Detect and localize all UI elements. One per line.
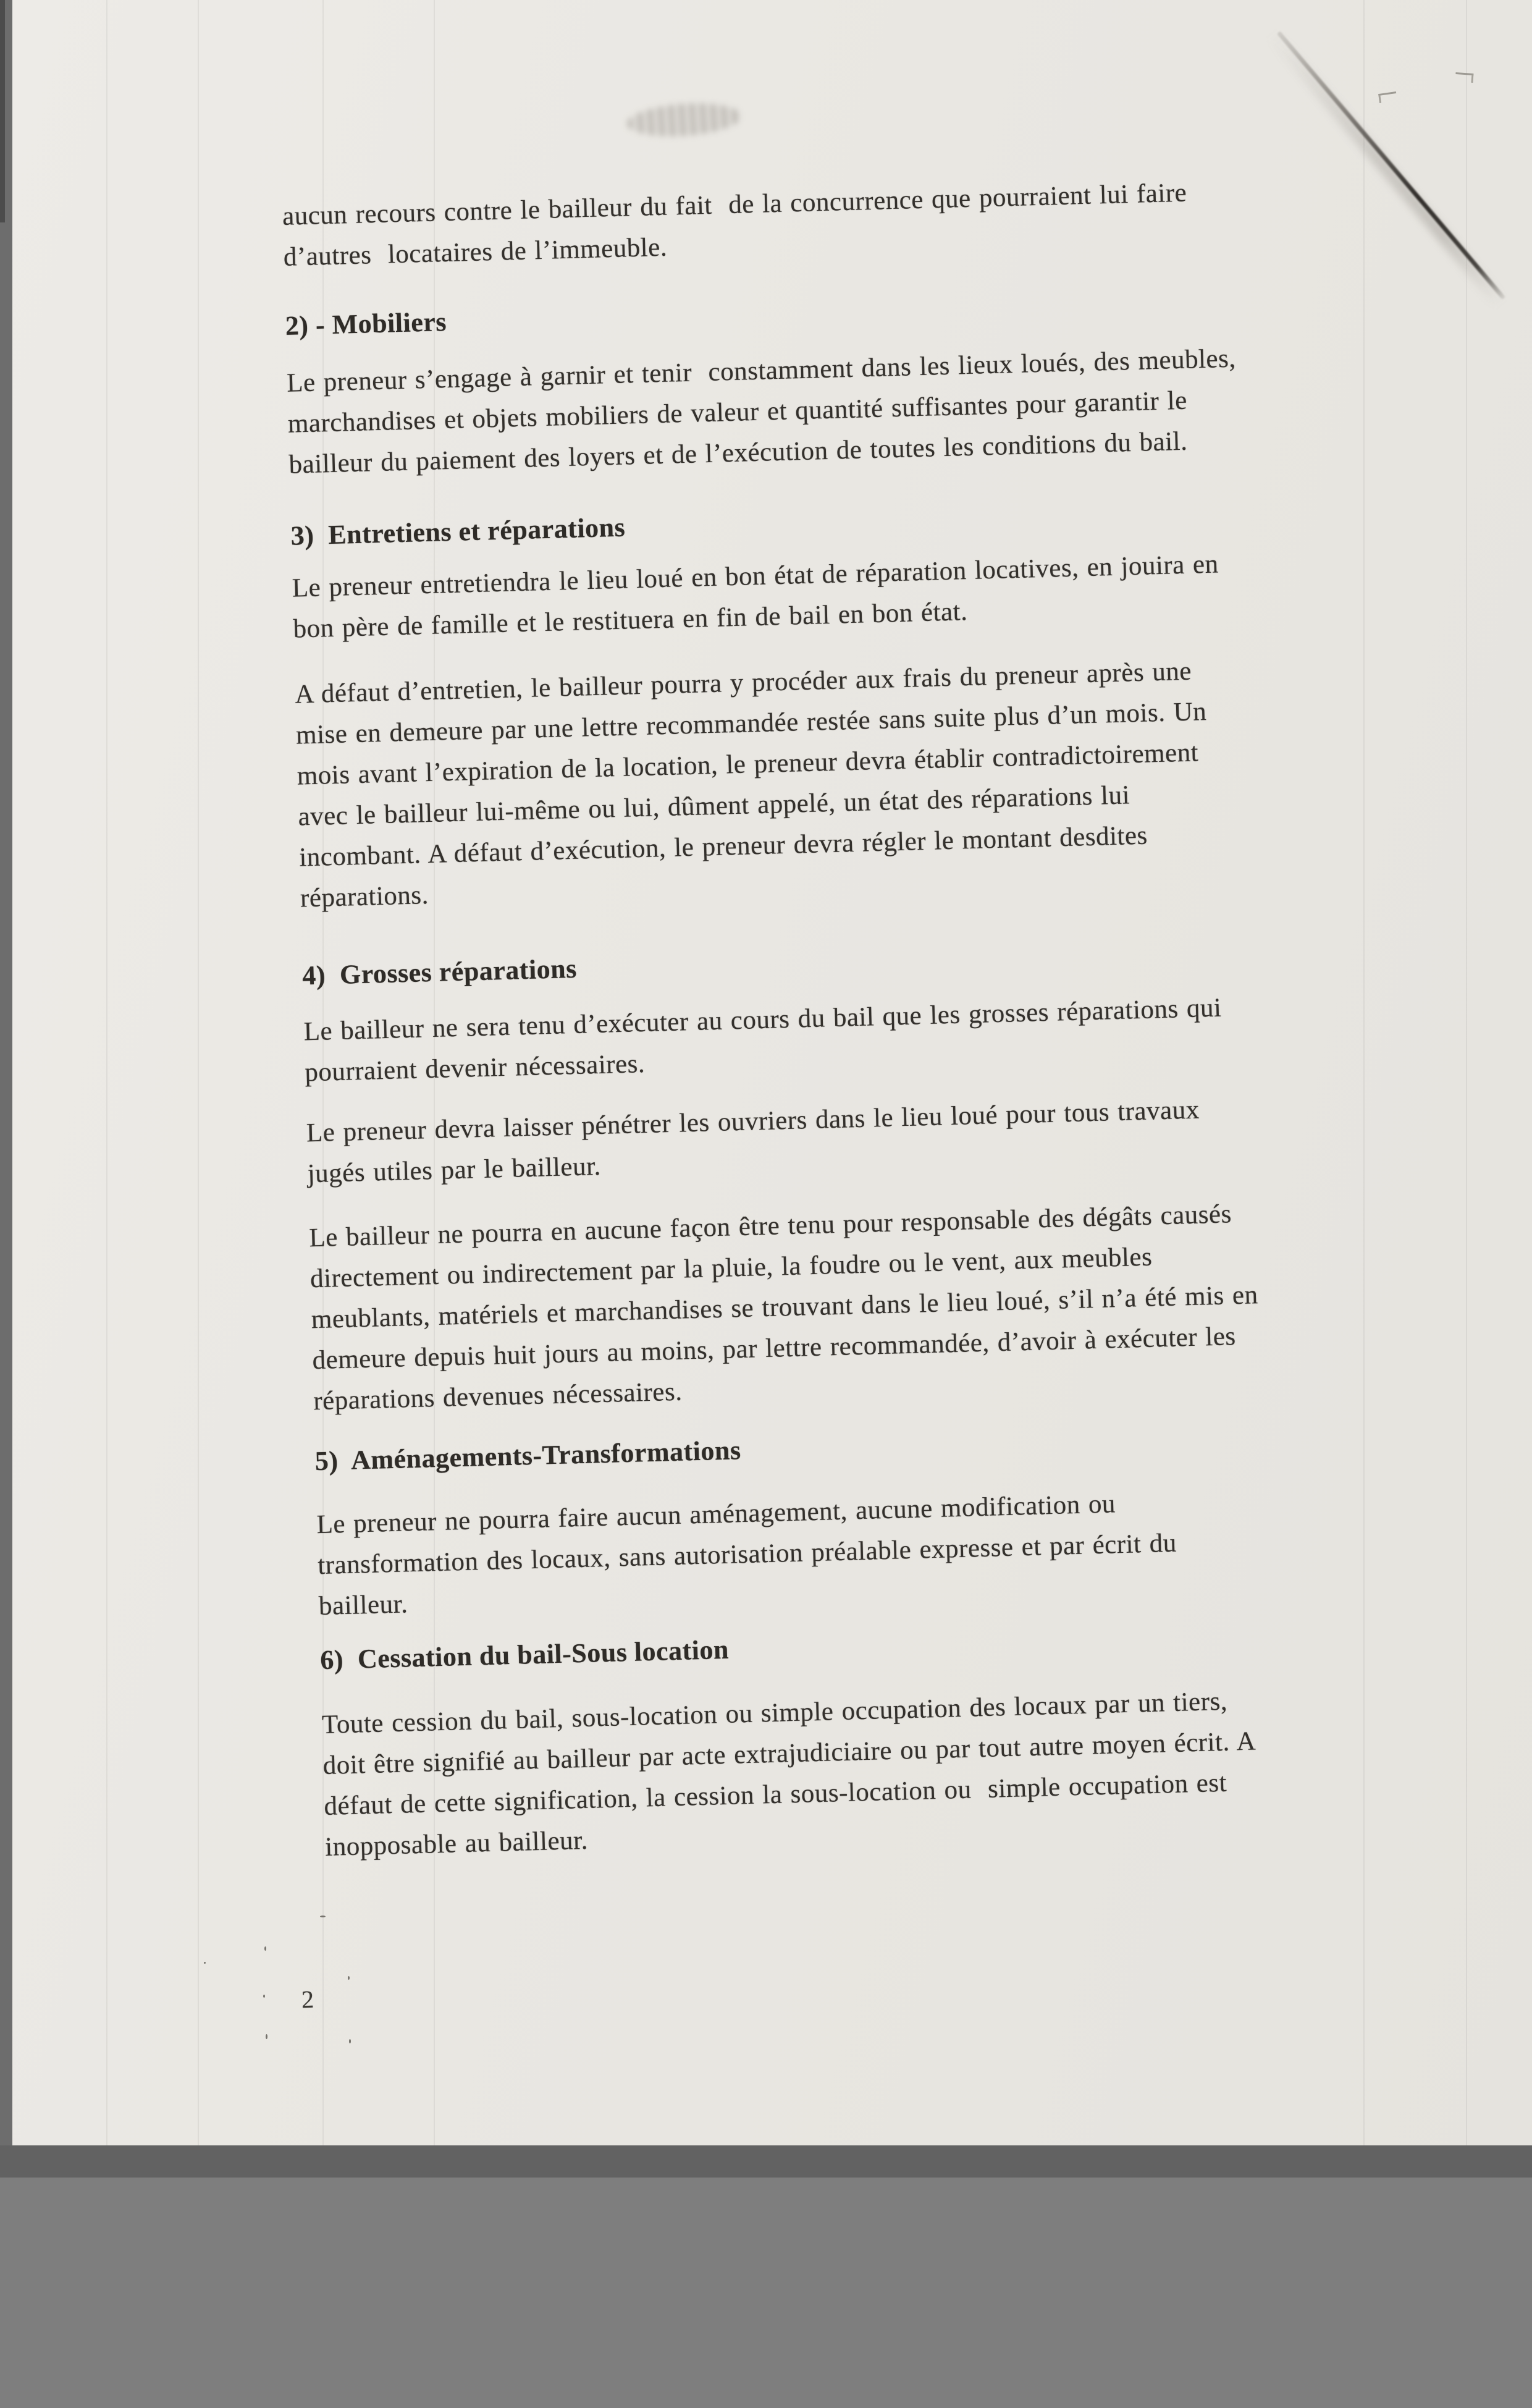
section-6-heading: 6) Cessation du bail-Sous location [319, 1634, 730, 1676]
text-line: bailleur du paiement des loyers et de l’exécution de toutes les conditions du bail. [288, 426, 1188, 479]
text-line: Le preneur devra laisser pénétrer les ouvriers dans le lieu loué pour tous travaux [306, 1095, 1200, 1148]
scanner-edge-shadow [0, 0, 5, 222]
text-line: doit être signifié au bailleur par acte extrajudiciaire ou par tout autre moyen écrit. A [322, 1726, 1256, 1781]
text-line: incombant. A défaut d’exécution, le preneur devra régler le montant desdites [298, 821, 1148, 872]
text-line: Le bailleur ne pourra en aucune façon être tenu pour responsable des dégâts causés [308, 1199, 1232, 1253]
text-line: réparations devenues nécessaires. [313, 1377, 683, 1416]
text-line: bailleur. [318, 1589, 408, 1621]
speckle [349, 2039, 351, 2043]
paper-fold-line [106, 0, 107, 2145]
text-line: pourraient devenir nécessaires. [304, 1049, 646, 1088]
speckle [264, 1946, 266, 1951]
speckle [320, 1916, 326, 1917]
section-4-heading: 4) Grosses réparations [301, 953, 578, 991]
text-line: meublants, matériels et marchandises se trouvant dans le lieu loué, s’il n’a été mis en [311, 1280, 1259, 1335]
text-line: jugés utiles par le bailleur. [307, 1151, 602, 1189]
section-5-paragraph [316, 1482, 1179, 1627]
section-2-paragraph [286, 339, 1238, 486]
text-line: marchandises et objets mobiliers de valeur et quantité suffisantes pour garantir le [287, 386, 1188, 439]
text-line: aucun recours contre le bailleur du fait de la concurrence que pourraient lui faire [282, 178, 1187, 231]
section-3-paragraph-1 [292, 544, 1220, 649]
clause-1-continuation [282, 173, 1188, 278]
speckle [266, 2034, 267, 2039]
text-line: transformation des locaux, sans autorisation préalable expresse et par écrit du [317, 1528, 1177, 1581]
page-number: 2 [301, 1985, 314, 2014]
staple-mark [1455, 72, 1474, 83]
section-3-paragraph-2 [295, 651, 1211, 919]
paper-fold-line [198, 0, 199, 2145]
speckle [263, 1995, 265, 1998]
text-line: avec le bailleur lui-même ou lui, dûment appelé, un état des réparations lui [298, 780, 1130, 832]
section-2-heading: 2) - Mobiliers [285, 306, 447, 341]
text-line: mois avant l’expiration de la location, le preneur devra établir contradictoirement [297, 738, 1199, 791]
text-line: Le preneur ne pourra faire aucun aménagement, aucune modification ou [316, 1489, 1116, 1540]
text-line: inopposable au bailleur. [324, 1825, 589, 1862]
text-line: Le preneur s’engage à garnir et tenir constamment dans les lieux loués, des meubles, [286, 344, 1237, 398]
speckle [204, 1962, 206, 1964]
text-line: défaut de cette signification, la cession la sous-location ou simple occupation est [323, 1768, 1227, 1821]
section-5-heading: 5) Aménagements-Transformations [314, 1435, 742, 1477]
section-4-paragraph-2 [306, 1090, 1201, 1195]
section-6-paragraph [321, 1681, 1258, 1868]
speckle [348, 1976, 350, 1980]
text-line: directement ou indirectement par la pluie, la foudre ou le vent, aux meubles [309, 1242, 1153, 1294]
section-4-paragraph-3 [309, 1193, 1261, 1422]
text-line: Toute cession du bail, sous-location ou simple occupation des locaux par un tiers, [321, 1686, 1228, 1740]
text-line: demeure depuis huit jours au moins, par lettre recommandée, d’avoir à exécuter les [312, 1322, 1237, 1375]
contract-text-block [277, 0, 1481, 2145]
text-line: réparations. [300, 881, 429, 913]
text-line: Le preneur entretiendra le lieu loué en bon état de réparation locatives, en jouira en [292, 549, 1219, 603]
section-3-heading: 3) Entretiens et réparations [290, 512, 626, 551]
text-line: Le bailleur ne sera tenu d’exécuter au cours du bail que les grosses réparations qui [303, 993, 1222, 1047]
text-line: bon père de famille et le restituera en fin de bail en bon état. [293, 597, 968, 644]
scanner-margin-strip [0, 0, 12, 2145]
sheet-bottom-shadow [0, 2145, 1532, 2178]
text-line: A défaut d’entretien, le bailleur pourra y procéder aux frais du preneur après une [294, 656, 1192, 709]
text-line: d’autres locataires de l’immeuble. [283, 232, 668, 272]
section-4-paragraph-1 [303, 988, 1223, 1094]
text-line: mise en demeure par une lettre recommandée restée sans suite plus d’un mois. Un [295, 697, 1207, 750]
